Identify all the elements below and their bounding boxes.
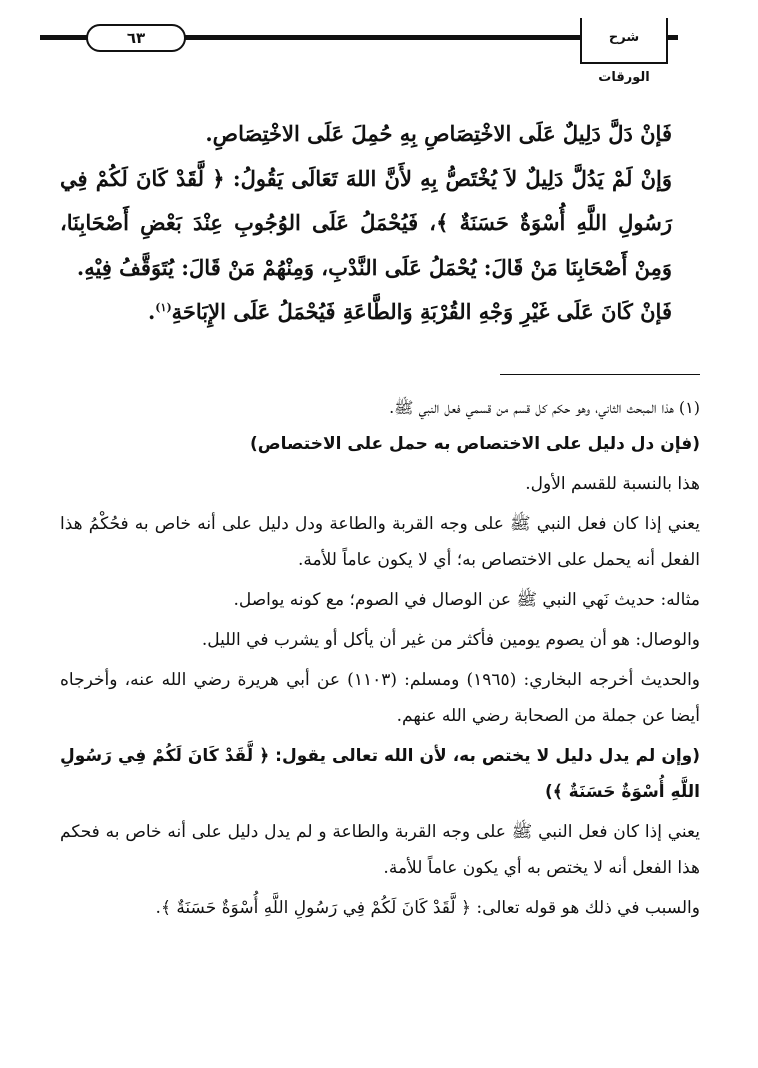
paragraph-3: مثاله: حديث نَهي النبي ﷺ عن الوصال في الصوم؛ مع كونه يواصل. xyxy=(233,590,700,610)
paragraph-6: يعني إذا كان فعل النبي ﷺ على وجه القربة والطاعة و لم يدل دليل على أنه خاص به فحكم هذا الفعل أنه لا يختص به أي يكون عاماً للأمة. xyxy=(60,822,700,878)
header-rule-right xyxy=(182,35,582,40)
matn-paragraph-2: وَإنْ لَمْ يَدُلَّ دَلِيلٌ لاَ يُخْتَصُّ بِهِ لأَنَّ اللهَ تَعَالَى يَقُولُ: ﴿ لَّقَدْ كَانَ لَكُمْ فِي رَسُولِ اللَّهِ أُسْوَةٌ حَسَنَةٌ ﴾، فَيُحْمَلُ عَلَى الوُجُوبِ عِنْدَ بَعْضِ أَصْحَابِنَا، وَمِنْ أَصْحَابِنَا مَنْ قَالَ: يُحْمَلُ عَلَى النَّدْبِ، وَمِنْهُمْ مَنْ قَالَ: يُتَوَقَّفُ فِيْهِ. xyxy=(60,165,672,280)
matn-line-3-end: . xyxy=(147,299,156,324)
page-number: ٦٣ xyxy=(86,24,186,52)
paragraph-1: هذا بالنسبة للقسم الأول. xyxy=(525,474,700,494)
paragraph-4: والوصال: هو أن يصوم يومين فأكثر من غير أن يأكل أو يشرب في الليل. xyxy=(201,630,700,650)
footnote-marker: (١) xyxy=(155,301,172,314)
matn-line-3 xyxy=(60,290,690,335)
paragraph-7: والسبب في ذلك هو قوله تعالى: ﴿ لَّقَدْ كَانَ لَكُمْ فِي رَسُولِ اللَّهِ أُسْوَةٌ حَسَنَةٌ ﴾. xyxy=(155,898,700,918)
matn-line-3-text: فَإنْ كَانَ عَلَى غَيْرِ وَجْهِ القُرْبَةِ وَالطَّاعَةِ فَيُحْمَلُ عَلَى الإِبَاحَةِ xyxy=(171,299,672,324)
footnote-separator xyxy=(500,374,700,375)
matn-text xyxy=(60,112,690,335)
book-title: شرح الورقات xyxy=(580,18,668,64)
paragraph-5: والحديث أخرجه البخاري: (١٩٦٥) ومسلم: (١١٠٣) عن أبي هريرة رضي الله عنه، وأخرجاه أيضا عن جملة من الصحابة رضي الله عنهم. xyxy=(60,670,700,726)
matn-line-1: فَإنْ دَلَّ دَلِيلٌ عَلَى الاخْتِصَاصِ بِهِ حُمِلَ عَلَى الاخْتِصَاصِ. xyxy=(205,121,672,146)
heading-2: (وإن لم يدل دليل لا يختص به، لأن الله تعالى يقول: ﴿ لَّقَدْ كَانَ لَكُمْ فِي رَسُولِ اللَّهِ أُسْوَةٌ حَسَنَةٌ ﴾) xyxy=(60,746,700,802)
commentary xyxy=(60,390,700,926)
footnote-text: (١) هذا المبحث الثاني، وهو حكم كل قسم من قسمي فعل النبي ﷺ. xyxy=(389,398,700,417)
heading-1: (فإن دل دليل على الاختصاص به حمل على الاختصاص) xyxy=(250,434,700,454)
page-header xyxy=(40,18,676,85)
paragraph-2: يعني إذا كان فعل النبي ﷺ على وجه القربة والطاعة ودل دليل على أنه خاص به فحُكْمُ هذا الفعل أنه يحمل على الاختصاص به؛ أي لا يكون عاماً للأمة. xyxy=(60,514,700,570)
